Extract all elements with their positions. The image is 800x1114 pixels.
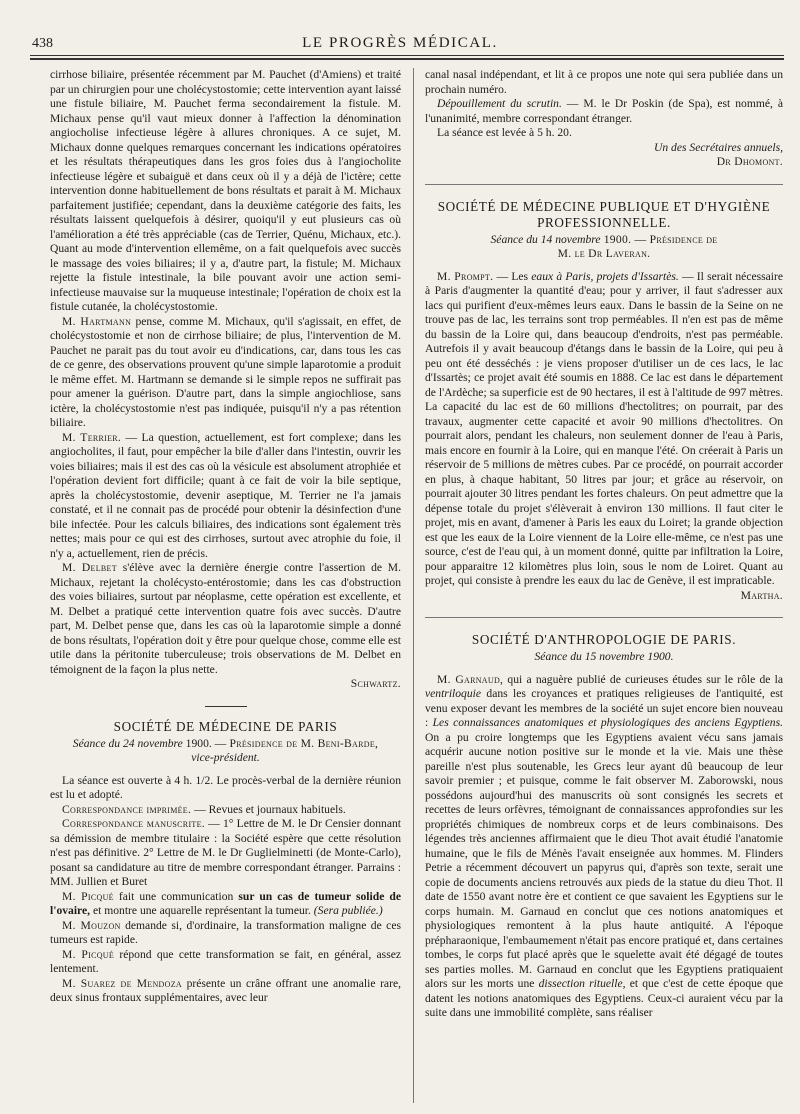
paragraph-text: — La question, actuellement, est fort complexe; dans les angiocholites, il faut, pour empêcher la bile d'aller dans l'intestin, ouvrir les voies biliaires; mais il est des cas où la vésicule est absolument atrophiée et l'opération devient fort difficile; quant à ce fait de voir la bile septique, après la cholécystostomie, devenir aseptique, M. Terrier ne l'a jamais constaté, et il ne connait pas de procédé pour obtenir la désinfection d'une bile infectée. Pour les calculs biliaires, des indications sont également très nettes; mais pour ce qui est des cirrhoses, surtout avec atrophie du foie, il n'y a, actuellement, rien de précis. (50, 430, 401, 560)
session-vice: vice-président. (191, 751, 260, 764)
right-column (425, 68, 783, 1021)
paragraph-text: — Il serait nécessaire à Paris d'augmenter la quantité d'eau; pour y arriver, il faut s'adresser aux lacs qui purifient d'eux-mêmes leurs eaux. Dans le bassin de la Seine on ne trouve pas de lac, les terrains sont trop perméables. Il n'en est pas de même du bassin de la Loire qui, dans beaucoup d'endroits, n'est pas perméable. Autrefois il y avait beaucoup d'étangs dans le bassin de la Loire, qui peu à peu ont été desséchés : je viens proposer d'utiliser un de ces lacs, le lac d'Issartès; ce projet avait été soumis en 1888. Ce lac est dans le département de l'Ardèche; sa superficie est de 90 hectares, il est à l'altitude de 997 mètres. La capacité du lac est de 60 millions d'hectolitres; on pourrait, par des travaux, augmenter cette capacité et avoir 90 millions d'hectolitres. On pourrait alors, pendant les chaleurs, non seulement donner de l'eau à Paris, mais encore en fournir à la Loire, qui en manque l'été. On créerait à Paris un réservoir de 5 millions de mètres cubes. Par ce procédé, on pourrait accorder en plus, à chaque habitant, 50 litres par jour; et grâce au réservoir, on pourrait ajouter 30 litres pendant les fortes chaleurs. On peut admettre que la dépense totale du projet s'élèverait à environ 130 millions. Il faut citer le projet, mis en avant, d'amener à Paris les eaux du Loiret; la grande objection est que les eaux de la Loire viennent de la Loire elle-même, ce n'est pas une source, c'est de l'eau qui, à un moment donné, quitte par infiltration la Loire, pour apparaitre 12 kilomètres plus loin, sous le nom de Loiret. Quant au projet, qui consiste à prendre les eaux du lac de Genève, il est impraticable. (425, 269, 784, 587)
paragraph (50, 977, 401, 1006)
speaker-name: M. Hartmann (62, 314, 132, 328)
session-date: Séance du 24 novembre (72, 736, 183, 750)
signature: Martha. (740, 588, 783, 602)
paragraph-text: pense, comme M. Michaux, qu'il s'agissait, en effet, de cholécystostomie et non de cirrhose biliaire; de plus, l'intervention de M. Pauchet ne parait pas du tout avoir eu d'indications, car, dans tous les cas de ce genre, des observations prouvent qu'une simple laparotomie a produit le même effet. M. Hartmann se demande si le simple repos ne suffirait pas pour amener la guérison. D'autre part, dans la simple angiochliose, sans ictère, la cholécystostomie n'est pas indiquée, puisqu'il n'y a pas rétention biliaire. (50, 314, 401, 429)
paragraph-text: s'élève avec la dernière énergie contre l'assertion de M. Michaux, rejetant la cholécysto-entérostomie; dans les cas d'obstruction des voies biliaires, surtout par néoplasme, cette opération est excellente, et M. Delbet a pratiqué cette intervention quatre fois avec succès. D'autre part, M. Delbet pense que, dans les cas où la laparotomie simple a donné de bons résultats, l'opération doit y être pour quelque chose, comme elle est utile dans la péritonite tuberculeuse; trois observations de M. Delbet en témoignent de la façon la plus nette. (50, 561, 402, 676)
section-title: SOCIÉTÉ DE MÉDECINE PUBLIQUE ET D'HYGIÈNE PROFESSIONNELLE. (437, 198, 771, 230)
speaker-name: M. Garnaud, (437, 672, 504, 686)
session-year: 1900. — (182, 736, 227, 750)
paragraph (50, 890, 401, 919)
paragraph-text: — Revues et journaux habituels. (191, 802, 346, 816)
page-number: 438 (32, 36, 53, 51)
section-title: SOCIÉTÉ DE MÉDECINE DE PARIS (113, 718, 338, 734)
paragraph (50, 919, 401, 948)
session-president: 1900. — Présidence de (600, 232, 718, 246)
section-divider (425, 184, 783, 185)
speaker-name: M. Picqué (62, 947, 115, 961)
section-divider (205, 706, 247, 707)
paragraph-text: présente un crâne offrant une anomalie rare, deux sinus frontaux supplémentaires, avec leur (50, 976, 401, 1004)
section-divider (425, 617, 783, 618)
paragraph (50, 431, 401, 562)
paragraph-text: — M. le Dr Poskin (de Spa), est nommé, à l'unanimité, membre correspondant étranger. (425, 97, 784, 125)
paragraph-text: et montre une aquarelle représentant la tumeur. (90, 904, 314, 917)
header-rule (30, 55, 784, 56)
paragraph-text: dans les croyances et pratiques religieuses de l'antiquité, est venu exposer devant les membres de la société un sujet encore bien nouveau : (425, 687, 783, 729)
paragraph-text: On a pu croire longtemps que les Egyptiens avaient vécu sans jamais acquérir aucune notion positive sur le monde et la vie. Mais une thèse pareille n'est plus soutenable, les Grecs leur ayant dû beaucoup de leur savoir premier ; et puisque, comme le fait observer M. Zaborowski, nous possédons aujourd'hui des manuscrits où sont consignés les secrets et recettes de leurs orfèvres, témoignant de connaissances approfondies sur les propriétés chimiques de nombreux corps et de leurs combinaisons. Des légendes très anciennes affirmaient que le dieu Thot avait étudié l'anatomie humaine, que le fils de Ménès l'avait enseignée aux hommes. M. Flinders Petrie a récemment découvert un papyrus qui, d'après son texte, serait une copie de documents anciens retrouvés aux pieds de la statue du dieu Thot. Il date de 1550 avant notre ère et contient ce que savaient les Egyptiens sur le corps humain. M. Garnaud en conclut que ces notions anatomiques et physiologiques remontent à la plus haute antiquité. A l'époque prépharaonique, l'embaumement n'était pas encore pratiqué et, dans certaines tombes, le corps fut placé après que le squelette avait été dégagé de toutes ses parties molles. M. Garnaud en conclut que les Egyptiens pratiquaient alors sur les morts une (425, 730, 783, 990)
speaker-name: M. Mouzon (62, 918, 121, 932)
session-line (425, 233, 783, 262)
paragraph-text: — Les (493, 269, 532, 283)
emphasis: ventriloquie (425, 687, 482, 700)
speaker-name: M. Delbet (62, 561, 117, 574)
paragraph (50, 803, 401, 818)
session-line: Séance du 15 novembre 1900. (534, 650, 674, 663)
speaker-name: M. Terrier. (62, 430, 122, 444)
paragraph (50, 561, 401, 677)
session-line (50, 737, 401, 766)
speaker-name: M. Picqué (62, 889, 114, 903)
topic: eaux à Paris, projets d'Issartès. (531, 269, 679, 283)
session-president: Présidence de M. Beni-Barde, (226, 736, 379, 750)
speaker-name: M. Prompt. (437, 269, 494, 283)
column-divider (413, 68, 414, 1103)
communication-title: sur un cas de tumeur solide de l'ovaire, (50, 889, 401, 917)
paragraph (50, 948, 401, 977)
paragraph-text: répond que cette transformation se fait, en général, assez lentement. (50, 947, 401, 975)
label: Correspondance imprimée. (62, 802, 192, 816)
paragraph (425, 270, 783, 589)
left-column (50, 68, 401, 1006)
paragraph-text: demande si, d'ordinaire, la transformation maligne de ces tumeurs est rapide. (50, 918, 401, 946)
paragraph-text: — 1° Lettre de M. le Dr Censier donnant sa démission de membre titulaire : la Société espère que cette résolution n'est pas définitive. 2° Lettre de M. le Dr Guglielminetti (de Monte-Carlo), posant sa candidature au titre de membre correspondant étranger. Parrains : MM. Jullien et Buret (50, 817, 401, 888)
header-rule-thick (30, 58, 784, 60)
paragraph: La séance est levée à 5 h. 20. (437, 126, 572, 139)
signature: Dr Dhomont. (716, 155, 783, 168)
emphasis: Les connaissances anatomiques et physiologiques des anciens Egyptiens. (432, 716, 783, 729)
paragraph: canal nasal indépendant, et lit à ce propos une note qui sera publiée dans un prochain numéro. (425, 68, 783, 96)
journal-title: LE PROGRÈS MÉDICAL. (302, 35, 498, 51)
paragraph-text: fait une communication (113, 889, 239, 903)
signature-role: Un des Secrétaires annuels, (653, 140, 783, 154)
session-president-name: M. le Dr Laveran. (557, 247, 651, 260)
paragraph: cirrhose biliaire, présentée récemment par M. Pauchet (d'Amiens) et traité par un chirurgien pour une cholécystostomie; cette intervention ayant laissé une fistule biliaire, M. Pauchet ferma secondairement la fistule. M. Michaux pense qu'il vaut mieux donner à l'affection la dénomination angiocholise infectieuse légère à allures chroniques. A ce sujet, M. Michaux donne quelques remarques concernant les indications opératoires et les résultats thérapeutiques dans les gros foies dus à l'angiocholite infectieuse légère et subaiguë et dans ceux où il y a déjà de l'ictère; cette intervention donne habituellement de bons résultats et parait à M. Michaux parfaitement justifiée; cependant, dans la deuxième catégorie des faits, les résultats laissent quelquefois à désirer, quoiqu'il y eut plusieurs cas où l'amélioration a été très appréciable (cas de Terrier, Quénu, Michaux, etc.). Quant au mode d'intervention ellemême, on a fait quelquefois avec succès le massage des voies biliaires; il y a, d'autre part, la fistule; M. Michaux rejette la fistule intestinale, la bile pouvant avoir une action semi-infectieuse mauvaise sur la muqueuse intestinale; l'opération de choix est la fistule cutanée, la cholécystostomie. (50, 68, 401, 313)
label: Correspondance manuscrite. (62, 817, 205, 830)
paragraph: La séance est ouverte à 4 h. 1/2. Le procès-verbal de la dernière réunion est lu et adopté. (50, 773, 401, 801)
note: (Sera publiée.) (313, 904, 383, 917)
paragraph (50, 315, 401, 431)
paragraph-text: et que c'est de cette époque que datent les notions anatomiques des Egyptiens. Ceux-ci auraient vécu par la suite dans une immobilité complète, sans réaliser (425, 977, 783, 1019)
speaker-name: M. Suarez de Mendoza (62, 976, 182, 990)
paragraph (50, 817, 401, 890)
paragraph-text: qui a naguère publié de curieuses études sur le rôle de la (503, 672, 783, 686)
paragraph (425, 673, 783, 1021)
signature: Schwartz. (350, 677, 401, 690)
session-date: Séance du 14 novembre (490, 232, 601, 246)
emphasis: dissection rituelle, (538, 977, 626, 990)
paragraph (425, 97, 783, 126)
subheading: Dépouillement du scrutin. (437, 97, 562, 110)
section-title: SOCIÉTÉ D'ANTHROPOLOGIE DE PARIS. (471, 632, 737, 647)
